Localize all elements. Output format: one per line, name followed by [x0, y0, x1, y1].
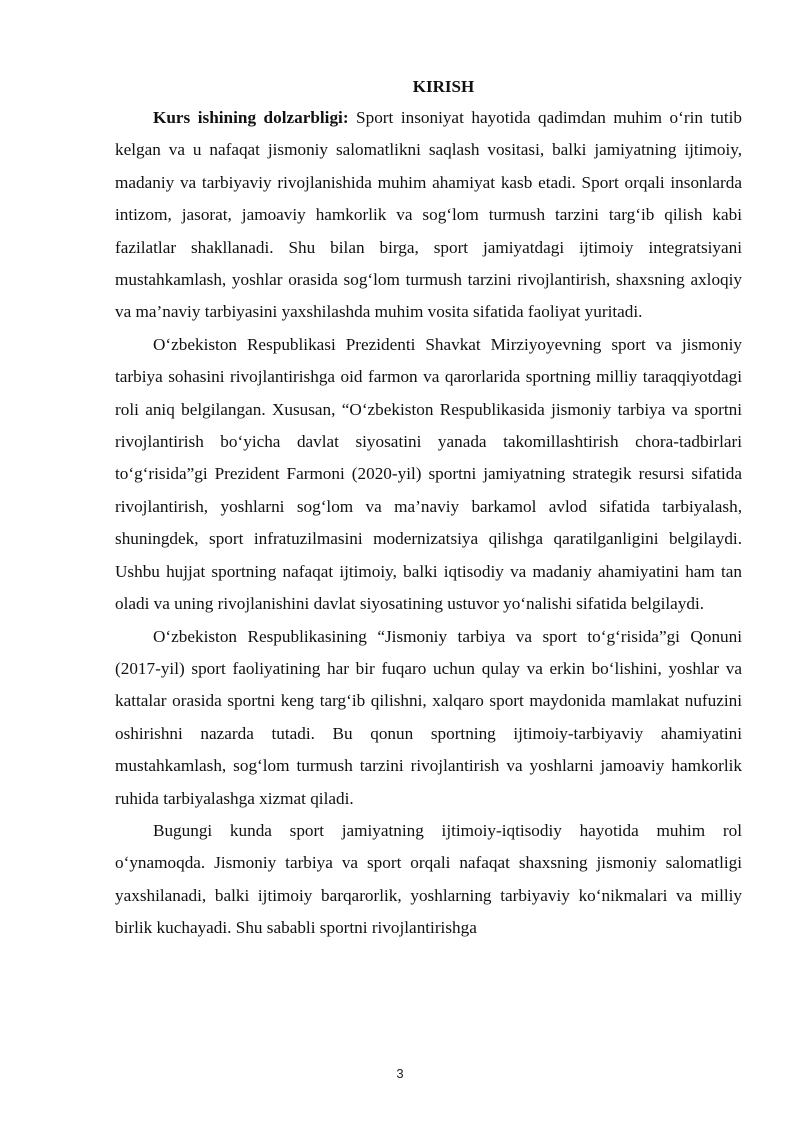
- page-number: 3: [396, 1066, 404, 1081]
- paragraph-sport-law: O‘zbekiston Respublikasining “Jismoniy tarbiya va sport to‘g‘risida”gi Qonuni (2017-yil) sport faoliyatining har bir fuqaro uchun qulay va erkin bo‘lishini, yoshlar va kattalar orasida sportni keng targ‘ib qilishni, xalqaro sport maydonida mamlakat nufuzini oshirishni nazarda tutadi. Bu qonun sportning ijtimoiy-tarbiyaviy ahamiyatini mustahkamlash, sog‘lom turmush tarzini rivojlantirish va yoshlarni jamoaviy hamkorlik ruhida tarbiyalashga xizmat qiladi.: [115, 626, 742, 808]
- paragraph-modern-role: Bugungi kunda sport jamiyatning ijtimoiy-iqtisodiy hayotida muhim rol o‘ynamoqda. Jismoniy tarbiya va sport orqali nafaqat shaxsning jismoniy salomatligi yaxshilanadi, balki ijtimoiy barqarorlik, yoshlarning tarbiyaviy ko‘nikmalari va milliy birlik kuchayadi. Shu sababli sportni rivojlantirishga: [115, 820, 742, 938]
- paragraph-president-decree: O‘zbekiston Respublikasi Prezidenti Shavkat Mirziyoyevning sport va jismoniy tarbiya sohasini rivojlantirishga oid farmon va qarorlarida sportning milliy taraqqiyotdagi roli aniq belgilangan. Xususan, “O‘zbekiston Respublikasida jismoniy tarbiya va sportni rivojlantirish bo‘yicha davlat siyosatini yanada takomillashtirish chora-tadbirlari to‘g‘risida”gi Prezident Farmoni (2020-yil) sportni jamiyatning strategik resursi sifatida rivojlantirish, yoshlarni sog‘lom va ma’naviy barkamol avlod sifatida tarbiyalash, shuningdek, sport infratuzilmasini modernizatsiya qilishga qaratilganligini belgilaydi. Ushbu hujjat sportning nafaqat ijtimoiy, balki iqtisodiy va madaniy ahamiyatini ham tan oladi va uning rivojlanishini davlat siyosatining ustuvor yo‘nalishi sifatida belgilaydi.: [115, 334, 742, 614]
- paragraph-relevance: [115, 102, 742, 329]
- page-title: KIRISH: [412, 77, 475, 96]
- paragraph-text: Sport insoniyat hayotida qadimdan muhim o‘rin tutib kelgan va u nafaqat jismoniy salomatlikni saqlash vositasi, balki jamiyatning ijtimoiy, madaniy va tarbiyaviy rivojlanishida muhim ahamiyat kasb etadi. Sport orqali insonlarda intizom, jasorat, jamoaviy hamkorlik va sog‘lom turmush tarzini targ‘ib qilish kabi fazilatlar shakllanadi. Shu bilan birga, sport jamiyatdagi ijtimoiy integratsiyani mustahkamlash, yoshlar orasida sog‘lom turmush tarzini rivojlantirish, shaxsning axloqiy va ma’naviy tarbiyasini yaxshilashda muhim vosita sifatida faoliyat yuritadi.: [115, 108, 742, 322]
- document-page: [115, 72, 742, 945]
- paragraph-lead: Kurs ishining dolzarbligi:: [153, 108, 349, 127]
